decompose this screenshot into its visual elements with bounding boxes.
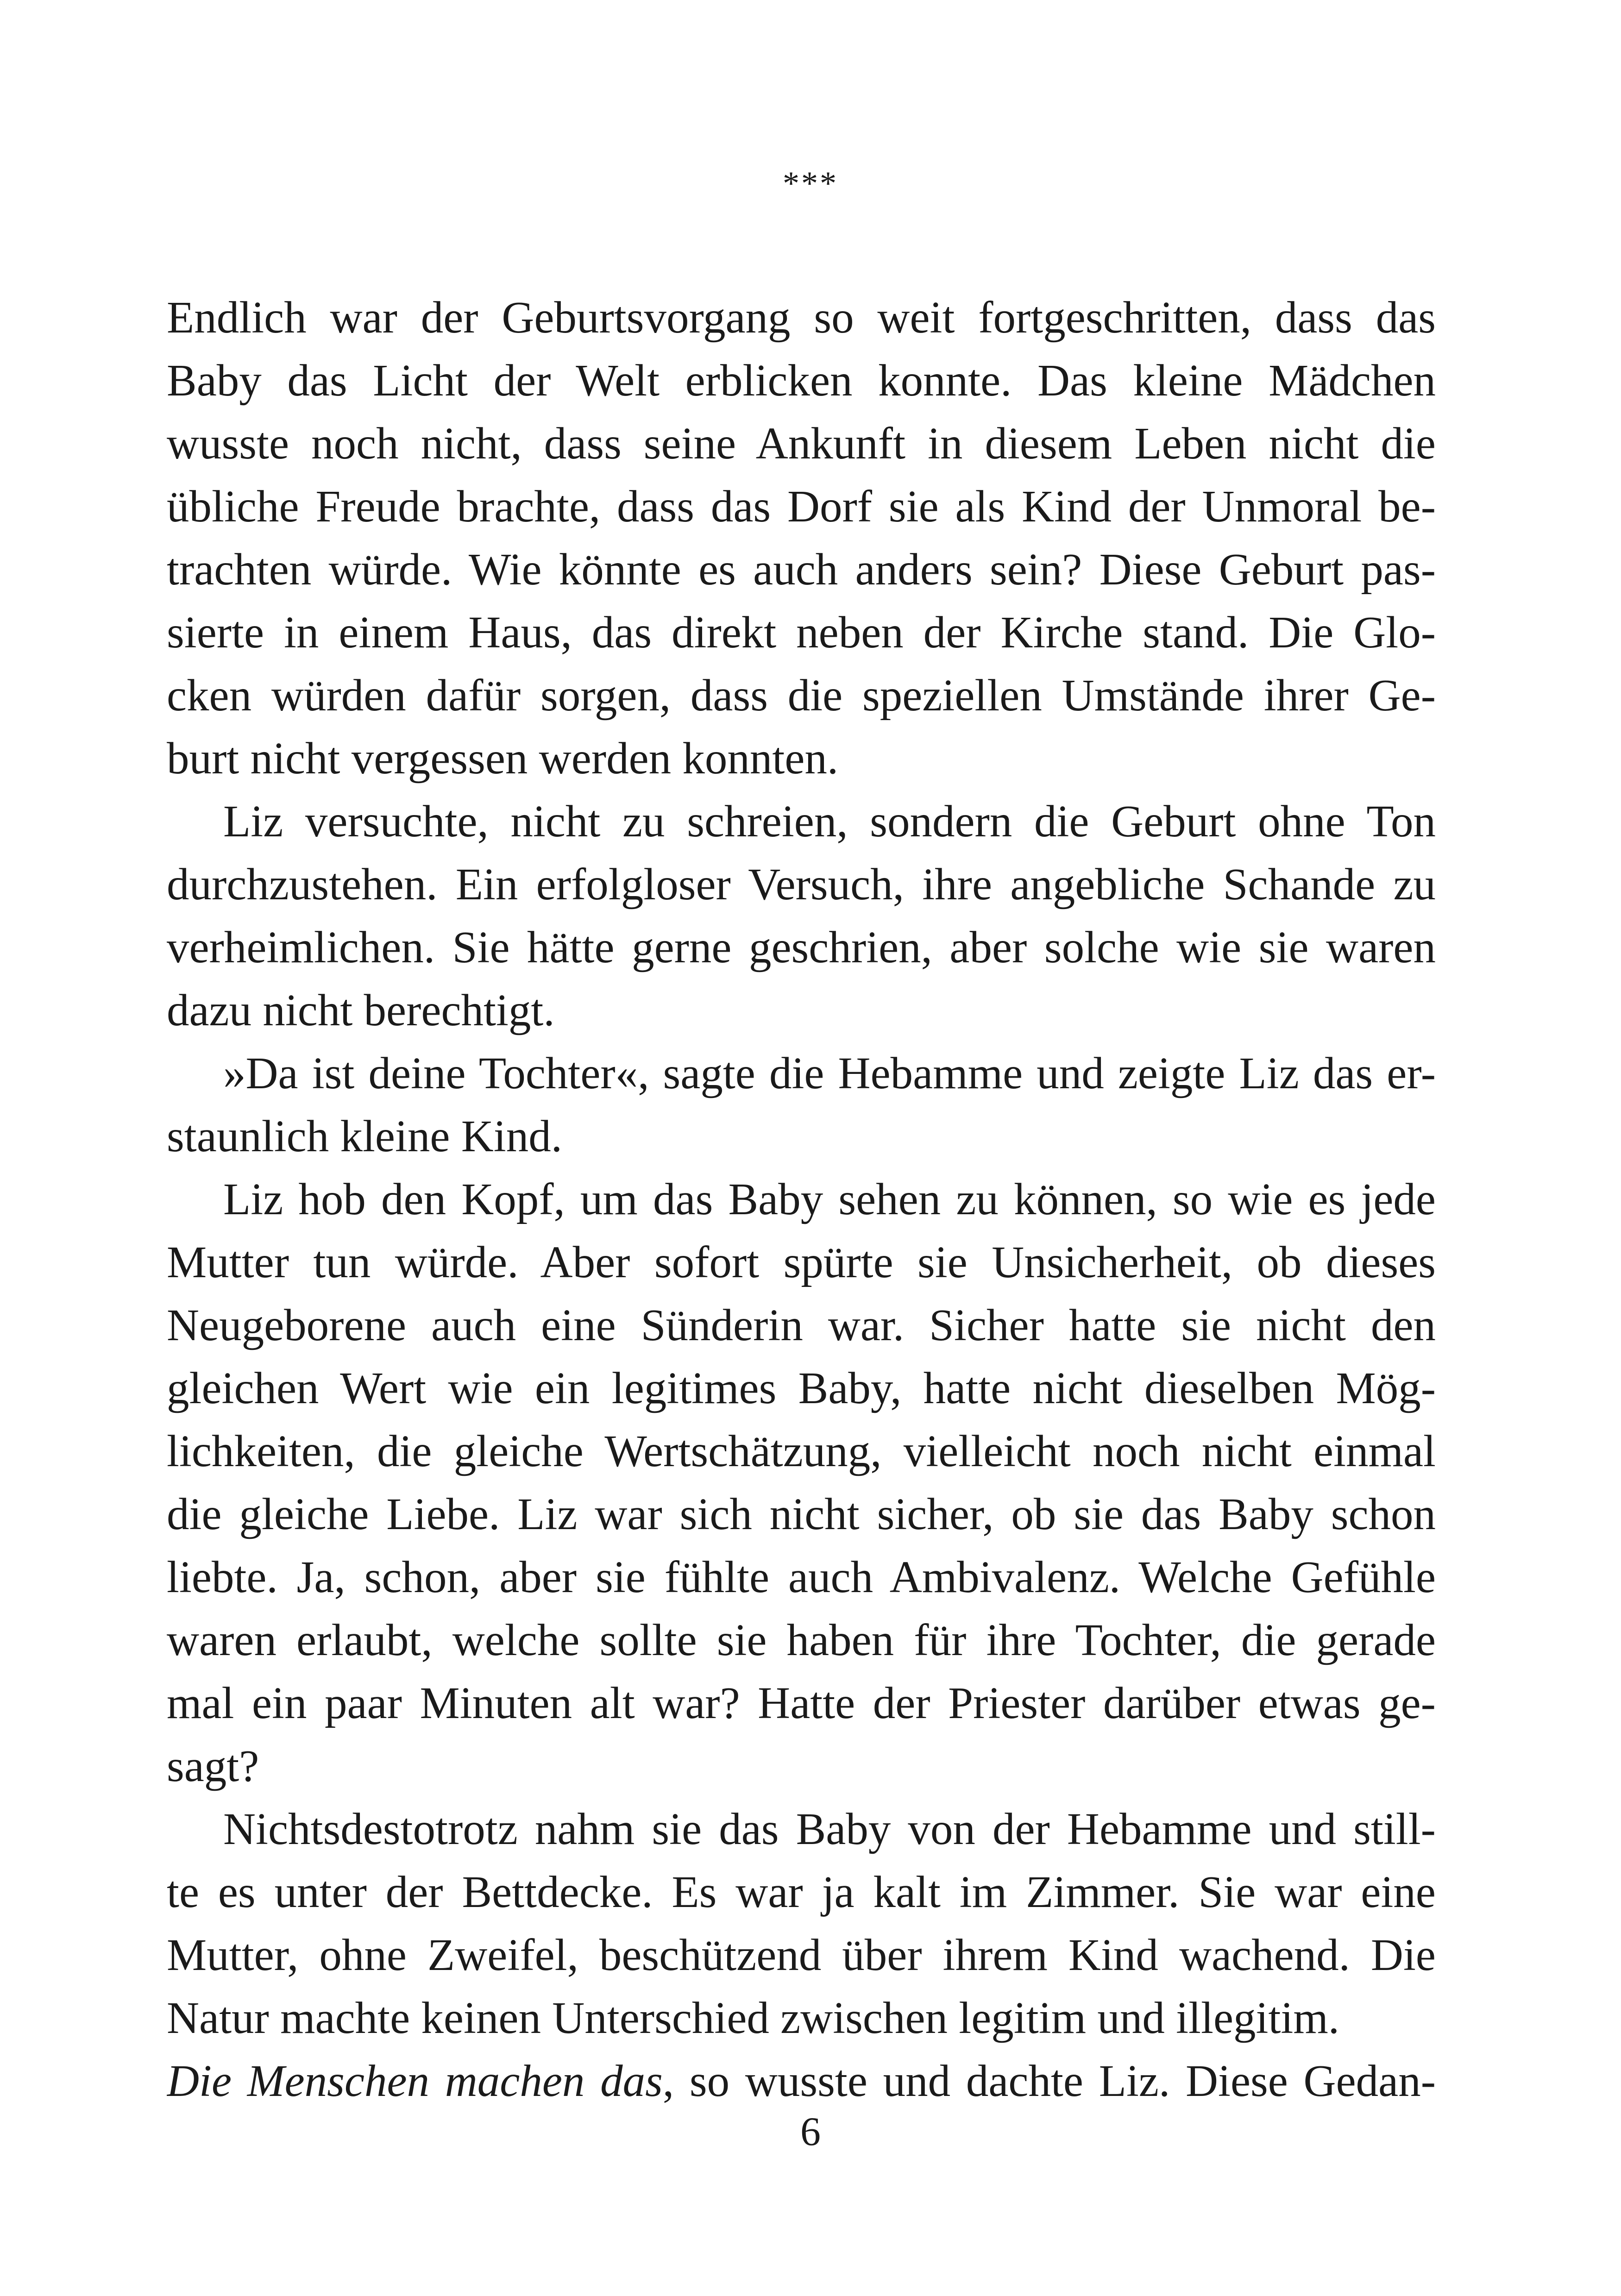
text-line: die gleiche Liebe. Liz war sich nicht sicher, ob sie das Baby schon xyxy=(167,1489,1436,1539)
text-line: Baby das Licht der Welt erblicken konnte. Das kleine Mädchen xyxy=(167,356,1436,405)
text-line: Liz versuchte, nicht zu schreien, sondern die Geburt ohne Ton xyxy=(223,797,1436,846)
text-line: Liz hob den Kopf, um das Baby sehen zu können, so wie es jede xyxy=(223,1174,1436,1224)
text-line: lichkeiten, die gleiche Wertschätzung, vielleicht noch nicht einmal xyxy=(167,1426,1436,1476)
final-line xyxy=(167,2050,1436,2113)
text-line: sierte in einem Haus, das direkt neben der Kirche stand. Die Glo- xyxy=(167,608,1436,657)
text-line: Mutter, ohne Zweifel, beschützend über ihrem Kind wachend. Die xyxy=(167,1930,1436,1980)
paragraph-list xyxy=(167,286,1436,2050)
paragraph xyxy=(167,1168,1436,1798)
text-line: dazu nicht berechtigt. xyxy=(167,985,555,1035)
text-line: staunlich kleine Kind. xyxy=(167,1111,562,1161)
text-line: wusste noch nicht, dass seine Ankunft in diesem Leben nicht die xyxy=(167,419,1436,468)
paragraph xyxy=(167,1798,1436,2050)
text-line: verheimlichen. Sie hätte gerne geschrien, aber solche wie sie waren xyxy=(167,922,1436,972)
text-line: »Da ist deine Tochter«, sagte die Hebamme und zeigte Liz das er- xyxy=(223,1048,1436,1098)
text-line: waren erlaubt, welche sollte sie haben für ihre Tochter, die gerade xyxy=(167,1615,1436,1665)
final-line-rest: , so wusste und dachte Liz. Diese Gedan- xyxy=(662,2056,1436,2106)
text-line: te es unter der Bettdecke. Es war ja kalt im Zimmer. Sie war eine xyxy=(167,1867,1436,1917)
text-line: Natur machte keinen Unterschied zwischen legitim und illegitim. xyxy=(167,1993,1340,2043)
text-line: durchzustehen. Ein erfolgloser Versuch, ihre angebliche Schande zu xyxy=(167,859,1436,909)
text-line: mal ein paar Minuten alt war? Hatte der Priester darüber etwas ge- xyxy=(167,1678,1436,1728)
body-text xyxy=(167,286,1436,2113)
text-line: trachten würde. Wie könnte es auch anders sein? Diese Geburt pas- xyxy=(167,545,1436,594)
text-line: gleichen Wert wie ein legitimes Baby, hatte nicht dieselben Mög- xyxy=(167,1363,1436,1413)
italic-phrase: Die Menschen machen das xyxy=(167,2056,663,2106)
text-line: liebte. Ja, schon, aber sie fühlte auch Ambivalenz. Welche Gefühle xyxy=(167,1552,1436,1602)
text-line: Neugeborene auch eine Sünderin war. Sicher hatte sie nicht den xyxy=(167,1300,1436,1350)
text-line: übliche Freude brachte, dass das Dorf sie als Kind der Unmoral be- xyxy=(167,482,1436,531)
page-number: 6 xyxy=(800,2109,821,2154)
paragraph xyxy=(167,1042,1436,1168)
paragraph xyxy=(167,286,1436,790)
scene-break: *** xyxy=(783,165,838,202)
text-line: cken würden dafür sorgen, dass die speziellen Umstände ihrer Ge- xyxy=(167,671,1436,720)
paragraph xyxy=(167,790,1436,1042)
text-line: Endlich war der Geburtsvorgang so weit fortgeschritten, dass das xyxy=(167,293,1436,342)
text-line: Mutter tun würde. Aber sofort spürte sie Unsicherheit, ob dieses xyxy=(167,1237,1436,1287)
text-line: burt nicht vergessen werden konnten. xyxy=(167,734,839,783)
text-line: Nichtsdestotrotz nahm sie das Baby von der Hebamme und still- xyxy=(223,1804,1436,1854)
text-line: sagt? xyxy=(167,1741,259,1791)
